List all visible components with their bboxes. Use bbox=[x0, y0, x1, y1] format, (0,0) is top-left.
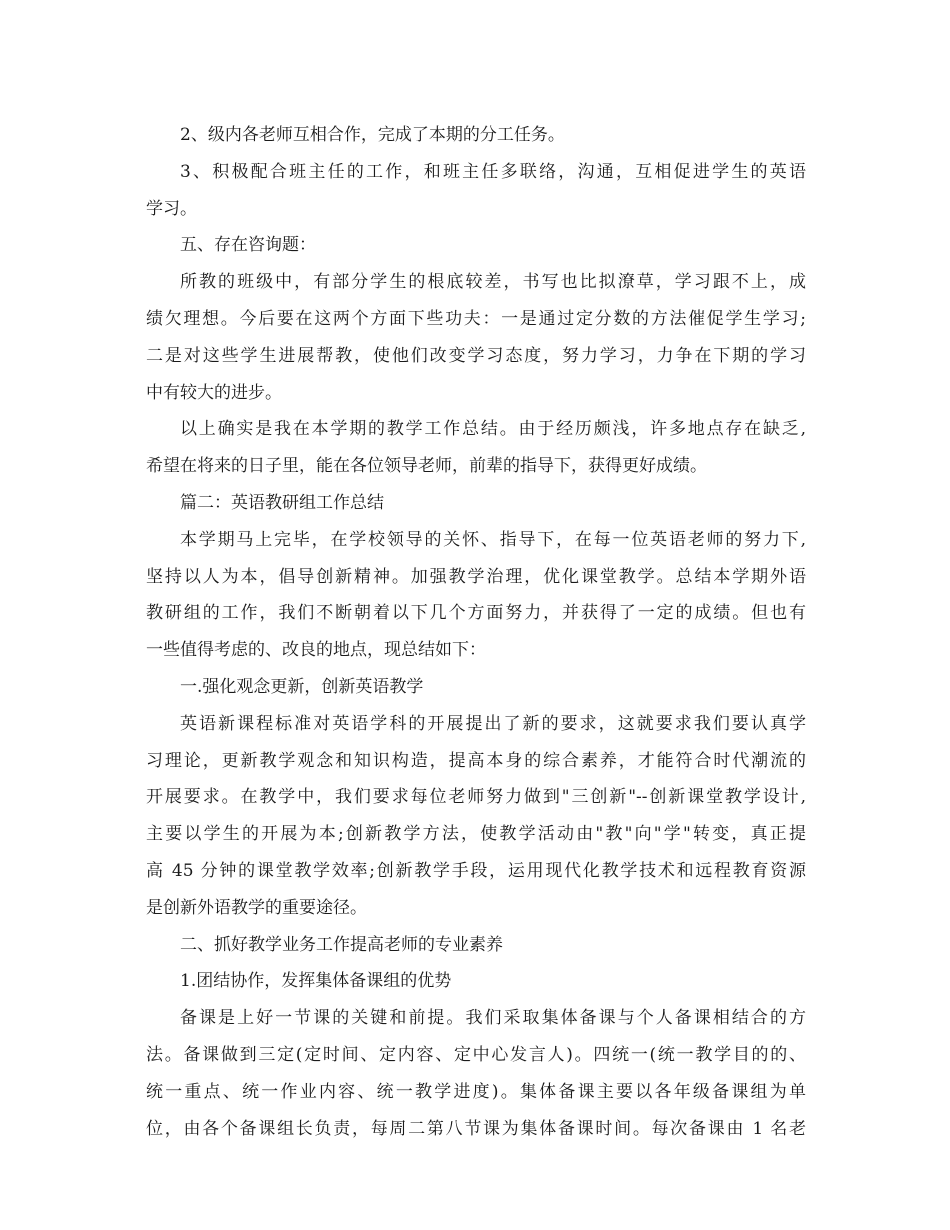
text-line: 一.强化观念更新，创新英语教学 bbox=[180, 676, 424, 697]
text-line: 一些值得考虑的、改良的地点，现总结如下： bbox=[146, 640, 486, 661]
text-line: 统一重点、统一作业内容、统一教学进度)。集体备课主要以各年级备课组为单 bbox=[146, 1081, 806, 1102]
text-line: 高 45 分钟的课堂教学效率;创新教学手段，运用现代化教学技术和远程教育资源 bbox=[146, 860, 806, 881]
text-line: 本学期马上完毕，在学校领导的关怀、指导下，在每一位英语老师的努力下, bbox=[180, 529, 806, 550]
text-line: 五、存在咨询题： bbox=[180, 235, 316, 256]
text-line: 法。备课做到三定(定时间、定内容、定中心发言人)。四统一(统一教学目的的、 bbox=[146, 1044, 806, 1065]
text-line: 坚持以人为本，倡导创新精神。加强教学治理，优化课堂教学。总结本学期外语 bbox=[146, 566, 806, 587]
text-line: 中有较大的进步。 bbox=[146, 382, 282, 403]
text-line: 所教的班级中，有部分学生的根底较差，书写也比拟潦草，学习跟不上，成 bbox=[180, 272, 806, 293]
text-line: 以上确实是我在本学期的教学工作总结。由于经历颇浅，许多地点存在缺乏, bbox=[180, 419, 806, 440]
text-line: 学习。 bbox=[146, 198, 197, 219]
text-line: 开展要求。在教学中，我们要求每位老师努力做到"三创新"--创新课堂教学设计, bbox=[146, 787, 806, 808]
text-line: 习理论，更新教学观念和知识构造，提高本身的综合素养，才能符合时代潮流的 bbox=[146, 750, 806, 771]
text-line: 教研组的工作，我们不断朝着以下几个方面努力，并获得了一定的成绩。但也有 bbox=[146, 603, 806, 624]
document-body bbox=[146, 117, 806, 1147]
text-line: 3、积极配合班主任的工作，和班主任多联络，沟通，互相促进学生的英语 bbox=[180, 161, 806, 182]
text-line: 篇二：英语教研组工作总结 bbox=[180, 492, 384, 513]
text-line: 备课是上好一节课的关键和前提。我们采取集体备课与个人备课相结合的方 bbox=[180, 1008, 806, 1029]
text-line: 英语新课程标准对英语学科的开展提出了新的要求，这就要求我们要认真学 bbox=[180, 713, 806, 734]
text-line: 二是对这些学生进展帮教，使他们改变学习态度，努力学习，力争在下期的学习 bbox=[146, 345, 806, 366]
text-line: 位，由各个备课组长负责，每周二第八节课为集体备课时间。每次备课由 1 名老 bbox=[146, 1118, 806, 1139]
text-line: 是创新外语教学的重要途径。 bbox=[146, 897, 367, 918]
text-line: 主要以学生的开展为本;创新教学方法，使教学活动由"教"向"学"转变，真正提 bbox=[146, 824, 806, 845]
text-line: 希望在将来的日子里，能在各位领导老师，前辈的指导下，获得更好成绩。 bbox=[146, 456, 707, 477]
text-line: 2、级内各老师互相合作，完成了本期的分工任务。 bbox=[180, 125, 565, 145]
text-line: 二、抓好教学业务工作提高老师的专业素养 bbox=[180, 934, 503, 955]
text-line: 绩欠理想。今后要在这两个方面下些功夫：一是通过定分数的方法催促学生学习; bbox=[146, 308, 806, 329]
text-line: 1.团结协作，发挥集体备课组的优势 bbox=[180, 971, 452, 992]
